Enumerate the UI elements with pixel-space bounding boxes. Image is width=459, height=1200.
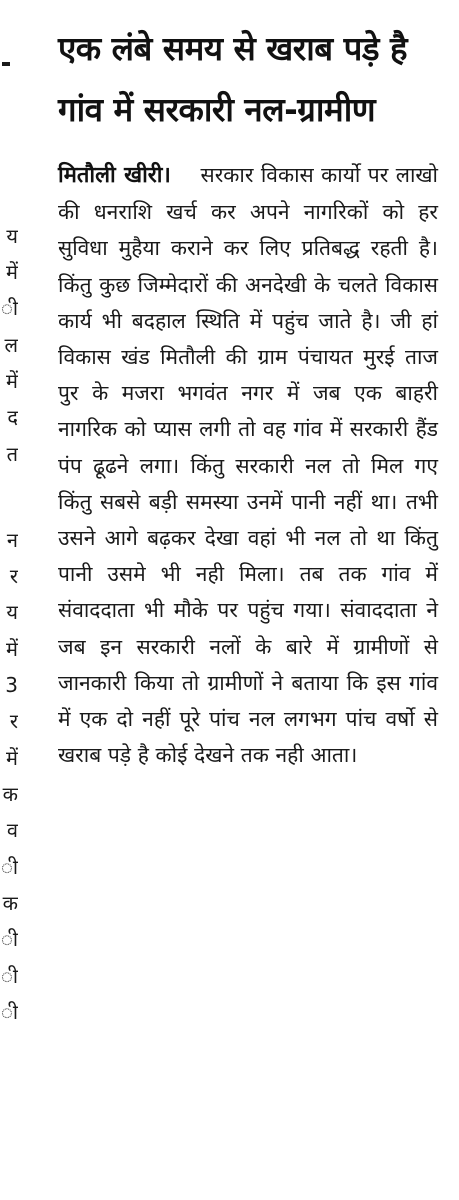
fragment-char: क — [2, 891, 18, 915]
fragment-char: य — [6, 600, 18, 624]
fragment-char: ी — [0, 927, 18, 951]
article-body — [58, 157, 438, 773]
article-dateline: मितौली खीरी। — [58, 163, 171, 188]
fragment-char: त — [6, 442, 18, 466]
fragment-char: क — [2, 782, 18, 806]
fragment-char: ी — [0, 296, 18, 320]
fragment-char: व — [6, 818, 18, 842]
fragment-char: 3 — [5, 673, 18, 697]
fragment-char: में — [6, 637, 18, 661]
fragment-char: ी — [0, 964, 18, 988]
adjacent-column-fragment — [0, 0, 18, 1200]
news-article — [58, 18, 438, 773]
column-rule-dash — [2, 62, 10, 66]
fragment-char: में — [6, 369, 18, 393]
fragment-char: में — [6, 260, 18, 284]
fragment-char: द — [7, 405, 18, 429]
article-headline: एक लंबे समय से खराब पड़े है गांव में सरकारी नल-ग्रामीण — [58, 29, 408, 129]
fragment-char: र — [9, 709, 18, 733]
fragment-char: ी — [0, 1000, 18, 1024]
fragment-char: र — [9, 564, 18, 588]
fragment-char: ल — [4, 333, 18, 357]
article-body-text: सरकार विकास कार्यो पर लाखो की धनराशि खर्च कर अपने नागरिकों को हर सुविधा मुहैया कराने कर लिए प्रतिबद्ध रहती है। किंतु कुछ जिम्मेदारों की अनदेखी के चलते विकास कार्य भी बदहाल स्थिति में पहुंच जाते है। जी हां विकास खंड मितौली की ग्राम पंचायत मुरई ताज पुर के मजरा भगवंत नगर में जब एक बाहरी नागरिक को प्यास लगी तो वह गांव में सरकारी हैंड पंप ढूढने लगा। किंतु सरकारी नल तो मिल गए किंतु सबसे बड़ी समस्या उनमें पानी नहीं था। तभी उसने आगे बढ़कर देखा वहां भी नल तो था किंतु पानी उसमे भी नही मिला। तब तक गांव में संवाददाता भी मौके पर पहुंच गया। संवाददाता ने जब इन सरकारी नलों के बारे में ग्रामीणों से जानकारी किया तो ग्रामीणों ने बताया कि इस गांव में एक दो नहीं पूरे पांच नल लगभग पांच वर्षो से खराब पड़े है कोई देखने तक नही आता। — [58, 163, 438, 768]
fragment-char: में — [6, 746, 18, 770]
fragment-char: य — [6, 224, 18, 248]
fragment-char: ी — [0, 855, 18, 879]
fragment-char: न — [6, 528, 18, 552]
